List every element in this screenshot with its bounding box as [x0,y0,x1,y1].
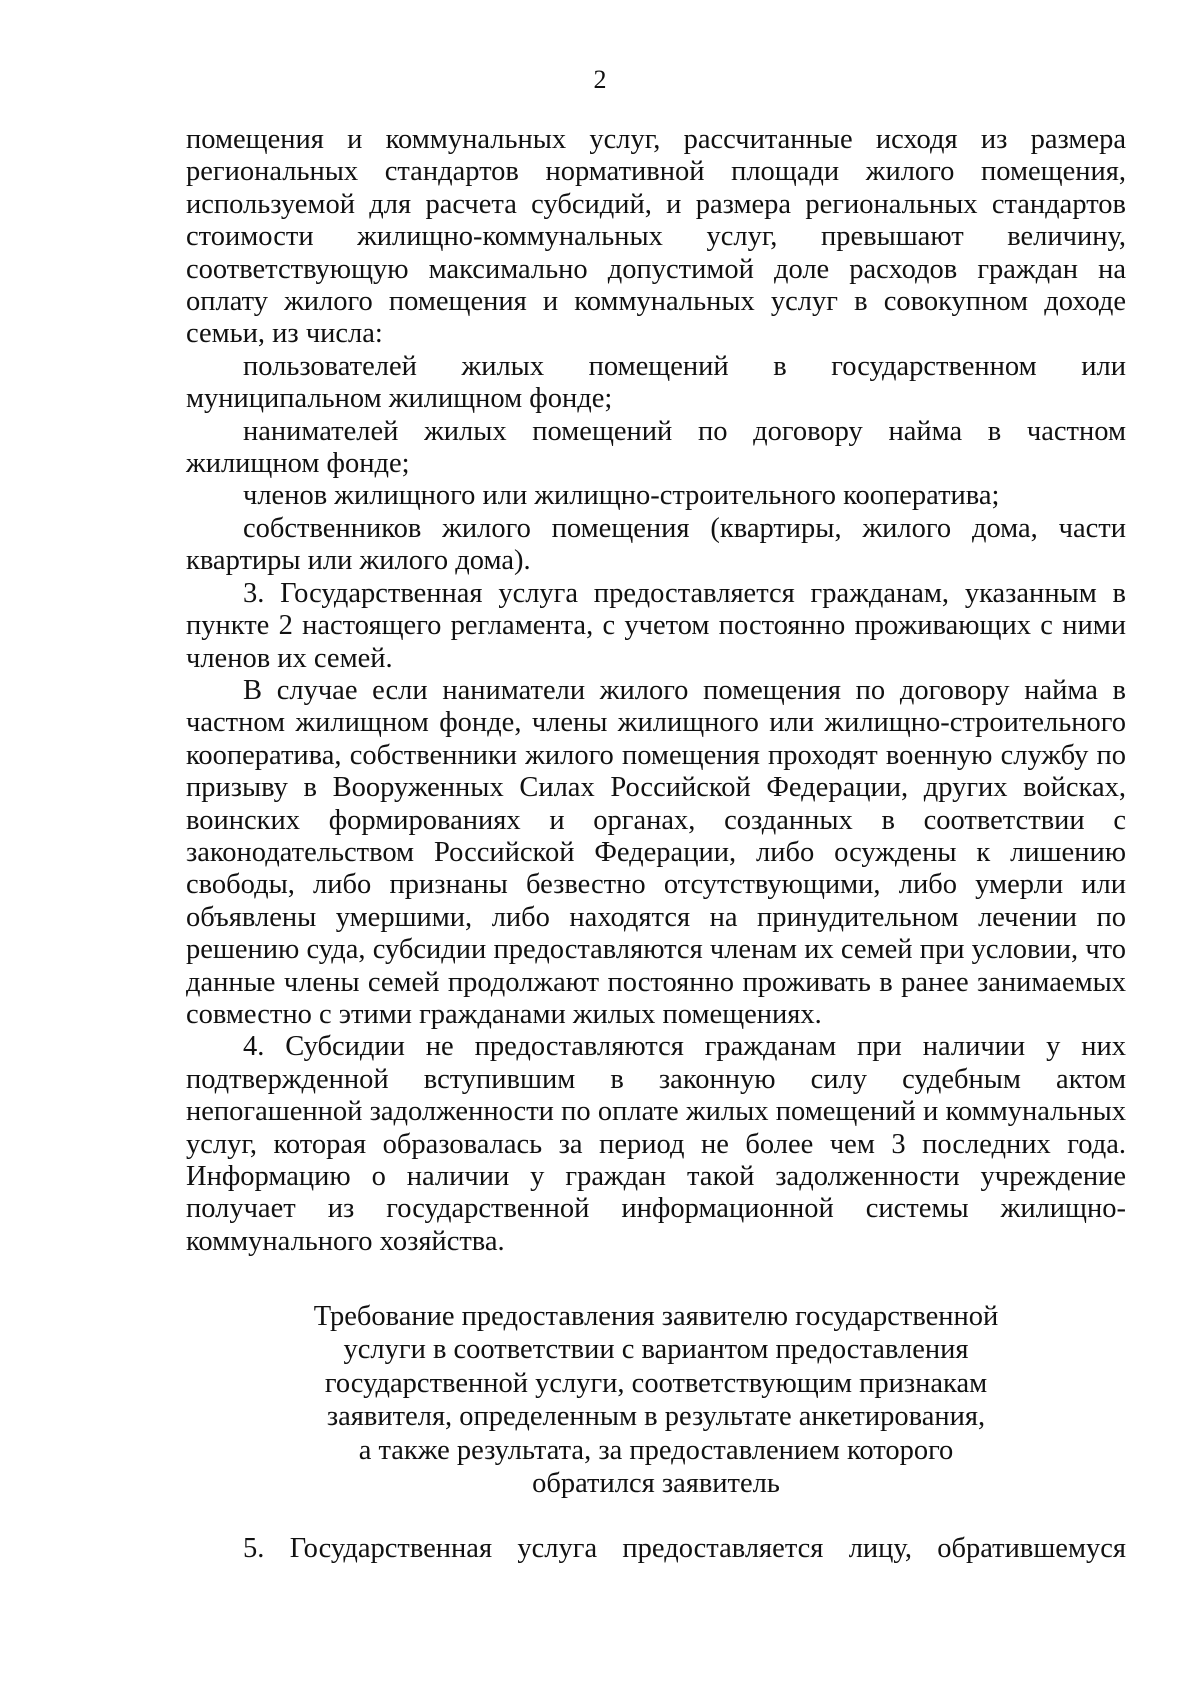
paragraph-clause-3-exception: В случае если наниматели жилого помещения по договору найма в частном жилищном фонде, члены жилищного или жилищно-строительного кооператива, собственники жилого помещения проходят военную службу по призыву в Вооруженных Силах Российской Федерации, других войсках, воинских формированиях и органах, созданных в соответствии с законодательством Российской Федерации, либо осуждены к лишению свободы, либо признаны безвестно отсутствующими, либо умерли или объявлены умершими, либо находятся на принудительном лечении по решению суда, субсидии предоставляются членам их семей при условии, что данные члены семей продолжают постоянно проживать в ранее занимаемых совместно с этими гражданами жилых помещениях. [186,674,1126,1030]
heading-line: обратился заявитель [532,1468,780,1500]
paragraph-list-item-cooperative: членов жилищного или жилищно-строительного кооператива; [243,480,1000,512]
document-body [186,124,1126,1258]
page-number: 2 [593,65,607,94]
paragraph-list-item-tenants: нанимателей жилых помещений по договору найма в частном жилищном фонде; [186,415,1126,480]
paragraph-intro-continuation: помещения и коммунальных услуг, рассчитанные исходя из размера региональных стандартов нормативной площади жилого помещения, используемой для расчета субсидий, и размера региональных стандартов стоимости жилищно-коммунальных услуг, превышают величину, соответствующую максимально допустимой доле расходов граждан на оплату жилого помещения и коммунальных услуг в совокупном доходе семьи, из числа: [186,124,1126,350]
section-heading [186,1300,1126,1500]
heading-line: заявителя, определенным в результате анкетирования, [326,1401,986,1433]
paragraph-list-item-owners: собственников жилого помещения (квартиры, жилого дома, части квартиры или жилого дома). [186,512,1126,577]
paragraph-clause-3: 3. Государственная услуга предоставляется гражданам, указанным в пункте 2 настоящего регламента, с учетом постоянно проживающих с ними членов их семей. [186,577,1126,674]
paragraph-list-item-users: пользователей жилых помещений в государственном или муниципальном жилищном фонде; [186,350,1126,415]
paragraph-clause-4: 4. Субсидии не предоставляются гражданам при наличии у них подтвержденной вступившим в законную силу судебным актом непогашенной задолженности по оплате жилых помещений и коммунальных услуг, которая образовалась за период не более чем 3 последних года. Информацию о наличии у граждан такой задолженности учреждение получает из государственной информационной системы жилищно-коммунального хозяйства. [186,1031,1126,1257]
heading-line: а также результата, за предоставлением которого [358,1434,954,1466]
heading-line: Требование предоставления заявителю государственной [313,1301,999,1332]
heading-line: услуги в соответствии с вариантом предоставления [343,1334,969,1366]
heading-line: государственной услуги, соответствующим признакам [324,1367,988,1399]
paragraph-clause-5: 5. Государственная услуга предоставляется лицу, обратившемуся [243,1533,1126,1564]
